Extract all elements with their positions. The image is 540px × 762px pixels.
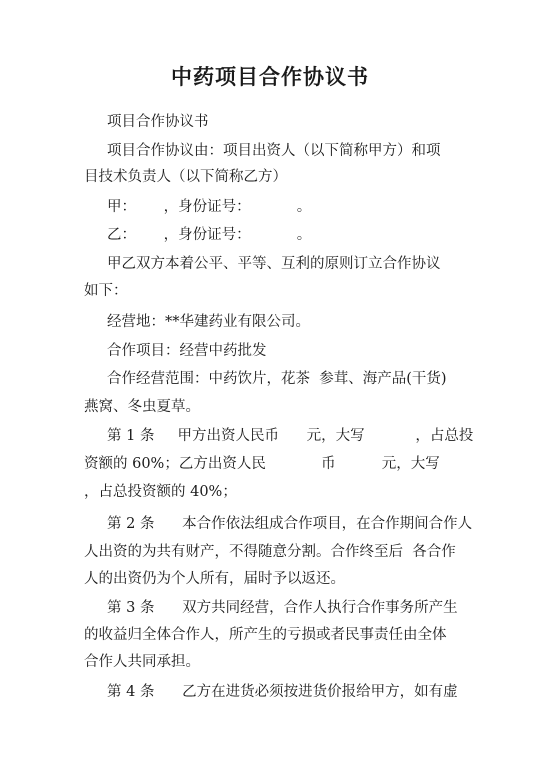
paragraph-line: 甲乙双方本着公平、平等、互利的原则订立合作协议 bbox=[107, 256, 441, 272]
paragraph-line: 项目合作协议由：项目出资人（以下简称甲方）和项 bbox=[107, 143, 441, 159]
party-b-line: 乙： ，身份证号： 。 bbox=[107, 227, 312, 243]
article-2-line: 人的出资仍为个人所有，届时予以返还。 bbox=[84, 571, 345, 587]
project-line: 合作项目：经营中药批发 bbox=[107, 343, 267, 359]
article-3-line: 第 3 条 双方共同经营，合作人执行合作事务所产生 bbox=[107, 600, 458, 616]
party-a-line: 甲： ，身份证号： 。 bbox=[107, 199, 312, 215]
document-title: 中药项目合作协议书 bbox=[171, 65, 369, 89]
scope-line: 合作经营范围：中药饮片，花茶 参茸、海产品(干货) bbox=[107, 371, 447, 387]
article-2-line: 第 2 条 本合作依法组成合作项目，在合作期间合作人 bbox=[107, 516, 473, 532]
article-4-line: 第 4 条 乙方在进货必须按进货价报给甲方，如有虚 bbox=[107, 684, 458, 700]
article-3-line: 合作人共同承担。 bbox=[84, 654, 200, 670]
paragraph-line: 目技术负责人（以下简称乙方） bbox=[84, 169, 287, 185]
article-1-line: 资额的 60%；乙方出资人民 币 元，大写 bbox=[84, 456, 440, 472]
article-1-line: 第 1 条 甲方出资人民币 元，大写 ，占总投 bbox=[107, 428, 474, 444]
scope-line: 燕窝、冬虫夏草。 bbox=[84, 399, 200, 415]
business-location: 经营地：**华建药业有限公司。 bbox=[107, 314, 310, 330]
article-1-line: ，占总投资额的 40%； bbox=[84, 484, 237, 500]
article-3-line: 的收益归全体合作人，所产生的亏损或者民事责任由全体 bbox=[84, 627, 447, 643]
article-2-line: 人出资的为共有财产，不得随意分割。合作终至后 各合作 bbox=[84, 544, 456, 560]
paragraph-line: 如下： bbox=[84, 283, 128, 299]
subtitle-line: 项目合作协议书 bbox=[107, 114, 209, 130]
